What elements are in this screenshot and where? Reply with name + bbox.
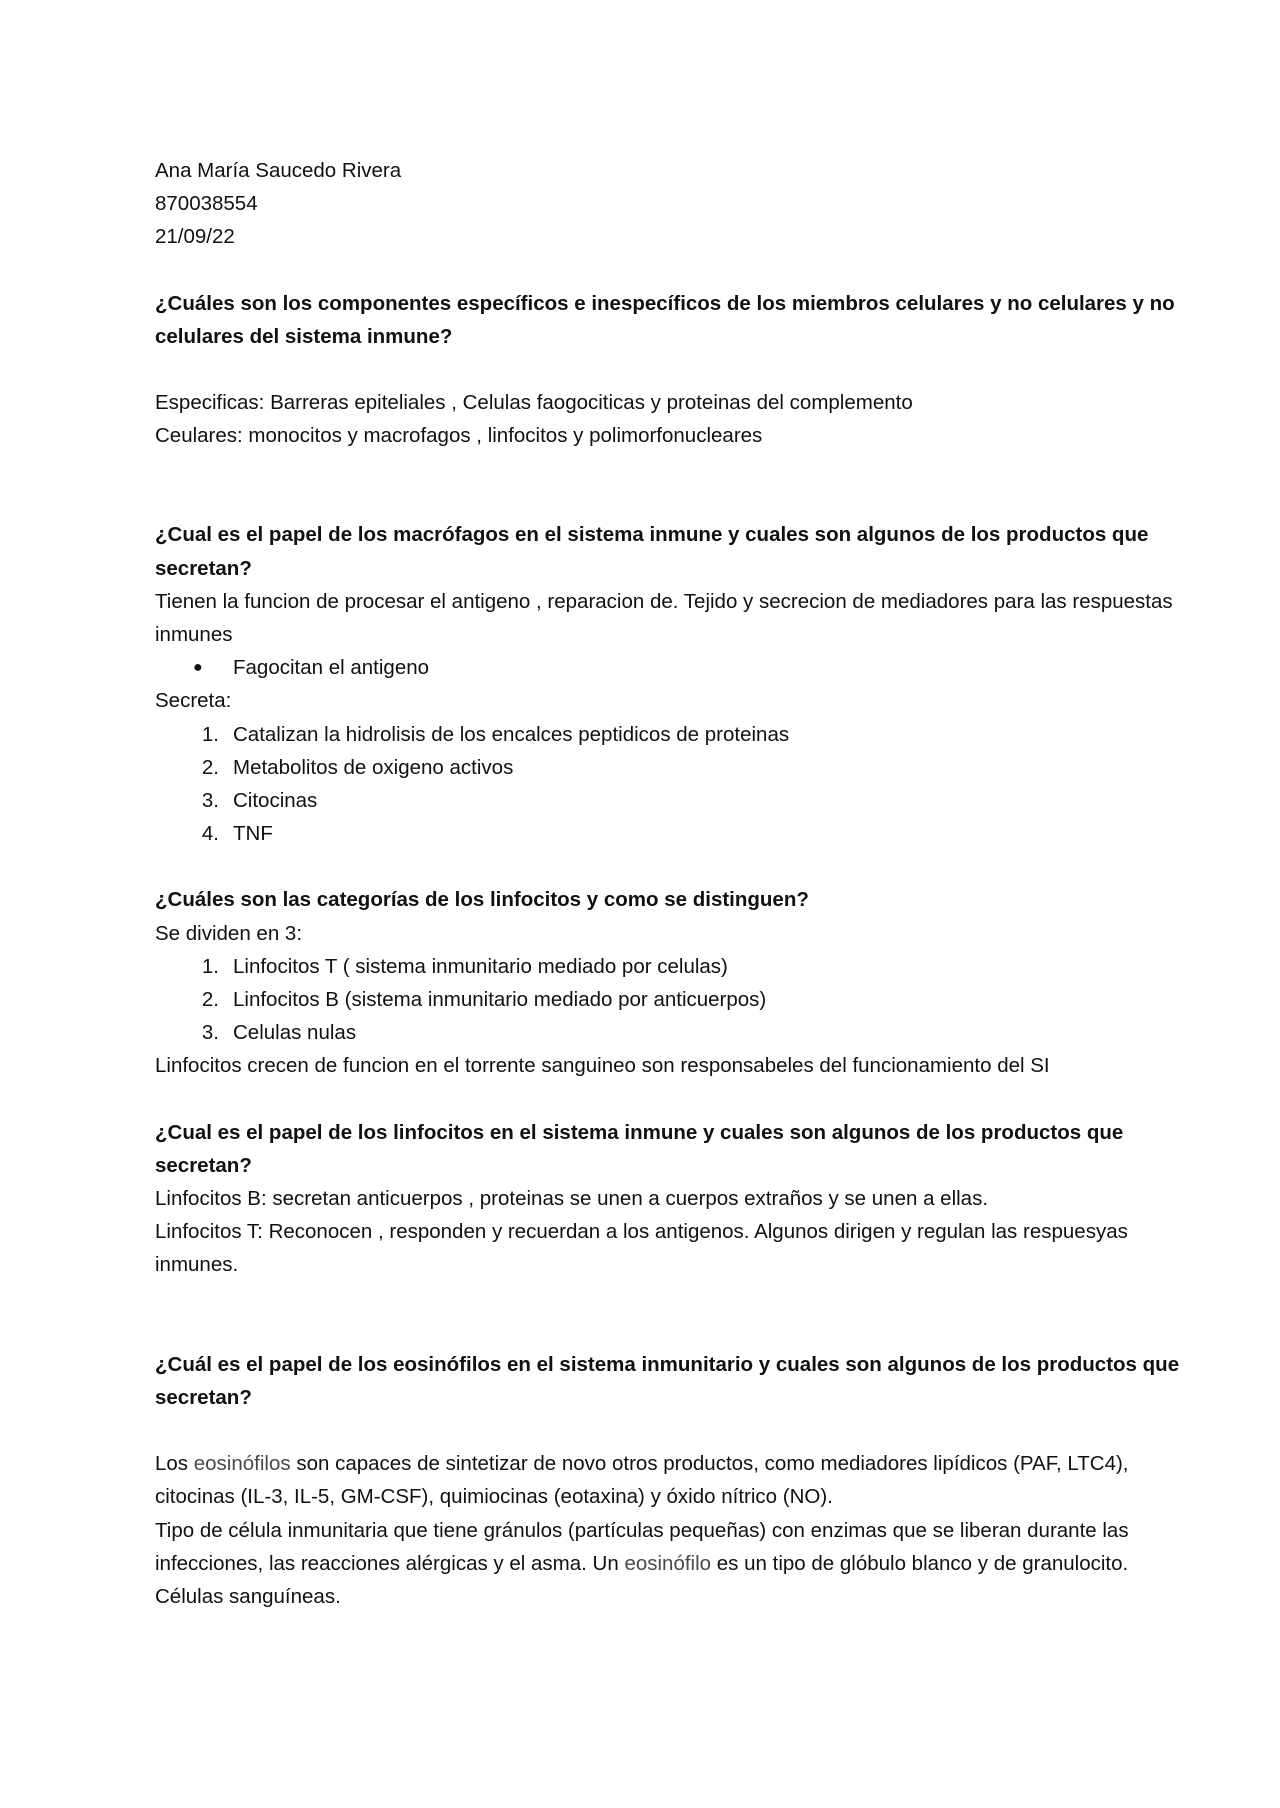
list-item [155, 784, 1180, 817]
document-date: 21/09/22 [155, 225, 235, 249]
question-3-numbered-list [155, 950, 1180, 1050]
author-name: Ana María Saucedo Rivera [155, 159, 402, 182]
question-1-heading: ¿Cuáles son los componentes específicos e inespecíficos de los miembros celulares y no celulares y no celulares del sistema inmune? [155, 291, 1175, 348]
list-item [155, 751, 1180, 784]
question-3-intro: Se dividen en 3: [155, 921, 303, 945]
list-item-text: Fagocitan el antigeno [233, 656, 430, 680]
eosinofilo-term: eosinófilo [624, 1551, 712, 1575]
question-2-heading: ¿Cual es el papel de los macrófagos en el sistema inmune y cuales son algunos de los productos que secretan? [155, 523, 1149, 580]
student-id: 870038554 [155, 192, 258, 216]
question-4-answer-t: Linfocitos T: Reconocen , responden y recuerdan a los antigenos. Algunos dirigen y regulan las respuesyas inmunes. [155, 1220, 1128, 1277]
question-2-section [155, 518, 1180, 850]
list-item-text: TNF [233, 822, 273, 846]
list-item [155, 817, 1180, 850]
bullet-marker: ● [193, 659, 203, 677]
question-5-heading: ¿Cuál es el papel de los eosinófilos en el sistema inmunitario y cuales son algunos de los productos que secretan? [155, 1352, 1180, 1409]
text-run: Tipo de célula inmunitaria que tiene gránulos (partículas pequeñas) con enzimas que se liberan durante las infecciones, las reacciones alérgicas y el asma. Un [155, 1518, 1129, 1575]
question-4-heading: ¿Cual es el papel de los linfocitos en el sistema inmune y cuales son algunos de los productos que secretan? [155, 1120, 1124, 1177]
eosinofilos-term: eosinófilos [193, 1452, 291, 1476]
text-run: es un tipo de glóbulo blanco y de granulocito. Células sanguíneas. [155, 1551, 1129, 1608]
list-item-text: Linfocitos T ( sistema inmunitario mediado por celulas) [233, 954, 728, 978]
list-item-text: Linfocitos B (sistema inmunitario mediado por anticuerpos) [233, 988, 767, 1012]
list-item [155, 950, 1180, 983]
question-2-numbered-list [155, 718, 1180, 851]
list-number: 3. [201, 1021, 219, 1045]
question-1-answer-line-1: Especificas: Barreras epiteliales , Celulas faogociticas y proteinas del complemento [155, 391, 913, 415]
list-item-text: Citocinas [233, 789, 318, 813]
secreta-label: Secreta: [155, 689, 232, 713]
question-1-section [155, 287, 1180, 453]
header-block [155, 154, 1180, 254]
question-3-heading: ¿Cuáles son las categorías de los linfocitos y como se distinguen? [155, 888, 809, 912]
list-item [155, 1016, 1180, 1049]
question-3-closing: Linfocitos crecen de funcion en el torrente sanguineo son responsabeles del funcionamiento del SI [155, 1054, 1050, 1078]
question-1-answer-line-2: Ceulares: monocitos y macrofagos , linfocitos y polimorfonucleares [155, 424, 763, 448]
list-number: 2. [201, 988, 219, 1012]
list-item [155, 718, 1180, 751]
list-number: 1. [201, 722, 219, 746]
question-4-section [155, 1116, 1180, 1282]
question-2-answer: Tienen la funcion de procesar el antigeno , reparacion de. Tejido y secrecion de mediadores para las respuestas inmunes [155, 589, 1173, 647]
question-5-section [155, 1348, 1180, 1613]
list-number: 4. [201, 822, 219, 846]
question-4-answer-b: Linfocitos B: secretan anticuerpos , proteinas se unen a cuerpos extraños y se unen a ellas. [155, 1187, 989, 1211]
list-item [155, 651, 1180, 684]
text-run: son capaces de sintetizar de novo otros productos, como mediadores lipídicos (PAF, LTC4), citocinas (IL-3, IL-5, GM-CSF), quimiocinas (eotaxina) y óxido nítrico (NO). [155, 1452, 1129, 1509]
text-run: Los [155, 1452, 194, 1476]
list-item [155, 983, 1180, 1016]
question-5-paragraph-2 [155, 1514, 1180, 1614]
list-item-text: Celulas nulas [233, 1021, 357, 1045]
list-number: 1. [201, 954, 219, 978]
list-number: 3. [201, 789, 219, 813]
question-3-section [155, 883, 1180, 1082]
list-item-text: Catalizan la hidrolisis de los encalces peptidicos de proteinas [233, 722, 790, 746]
question-2-bullet-list [155, 651, 1180, 684]
question-5-paragraph-1 [155, 1447, 1180, 1513]
list-item-text: Metabolitos de oxigeno activos [233, 755, 514, 779]
list-number: 2. [201, 755, 219, 779]
